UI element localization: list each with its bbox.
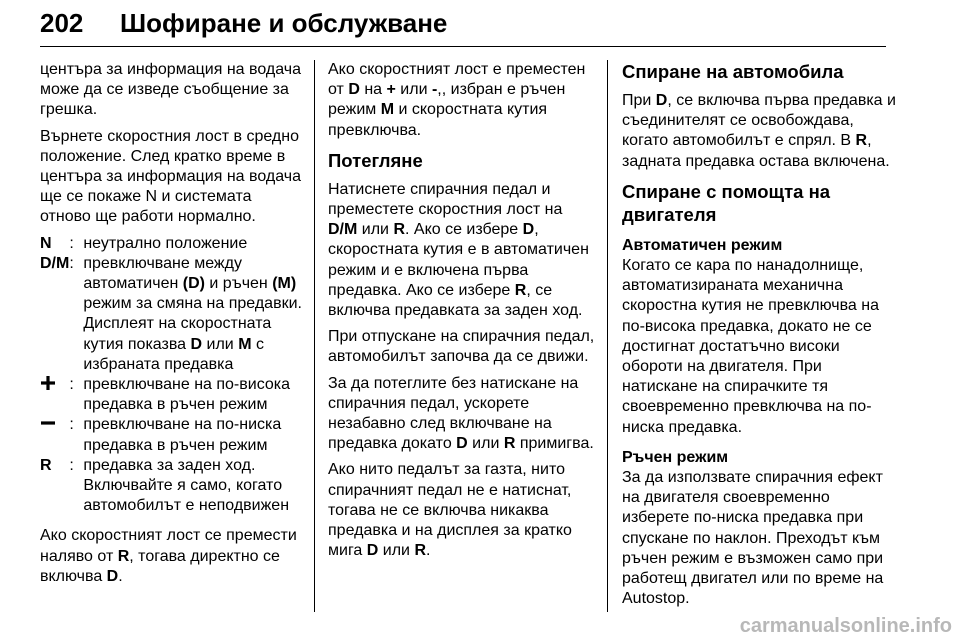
paragraph: центъра за информация на водача може да се изведе съобщение за грешка. <box>40 61 301 119</box>
column-1 <box>40 60 302 593</box>
text: примигва. <box>515 435 594 453</box>
definition-row <box>40 234 302 254</box>
subsection-heading: Автоматичен режим <box>622 236 783 254</box>
text: , се включва предавката за заден ход. <box>328 281 583 320</box>
text-bold: - <box>431 81 438 99</box>
watermark: carmanualsonline.info <box>739 615 952 637</box>
text: . <box>426 542 431 560</box>
text-bold: R <box>514 281 527 299</box>
definition-row <box>40 254 302 375</box>
text-bold: M <box>380 101 395 119</box>
paragraph: Когато се кара по нанадолнище, автоматизираната механична скоростна кутия не превключва на по-висока предавка, докато не се достигнат достатъчно високи обороти на двигателя. При натискане на спирачките тя своевременно превключва на по-ниска предавка. <box>622 257 879 436</box>
text-bold: R <box>503 435 516 453</box>
column-3 <box>622 60 896 615</box>
text: Ако нито педалът за газта, нито спирачният педал не е натиснат, тогава не се включва никаква предавка и на дисплея за кратко мига <box>328 461 572 560</box>
definition-separator: : <box>69 254 74 272</box>
text-bold: + <box>386 81 396 99</box>
text: . Ако се избере <box>405 221 523 239</box>
definition-separator: : <box>69 234 74 252</box>
text: режим за смяна на предавки. Дисплеят на скоростната кутия показва <box>83 295 302 353</box>
text-bold: D <box>655 92 668 109</box>
page-number: 202 <box>40 8 84 38</box>
section-heading: Потегляне <box>328 149 423 171</box>
text: , тогава директно се включва <box>40 547 280 585</box>
text-bold: D/M <box>328 221 358 239</box>
text: Ако скоростният лост се премести наляво от <box>40 527 297 565</box>
text: или <box>467 435 504 453</box>
text: , задната предавка остава включена. <box>622 132 890 170</box>
minus-icon <box>40 415 56 431</box>
page-title: Шофиране и обслужване <box>120 8 448 38</box>
text-bold: (M) <box>272 275 297 293</box>
text-bold: D <box>522 221 535 239</box>
paragraph <box>328 460 596 561</box>
definition-key: R <box>40 456 52 474</box>
text: или <box>395 81 432 99</box>
text-bold: D <box>190 335 203 353</box>
section-heading: Спиране на автомобила <box>622 61 844 82</box>
text: или <box>202 335 239 353</box>
paragraph <box>328 60 596 141</box>
text: превключване между автоматичен <box>83 254 242 293</box>
text: ,, избран е ръчен режим <box>328 81 566 119</box>
text-bold: R <box>414 542 426 560</box>
text-bold: D <box>106 567 119 585</box>
column-divider <box>314 60 315 612</box>
text: . <box>118 567 123 585</box>
paragraph <box>622 91 896 172</box>
paragraph <box>328 180 596 321</box>
definition-value: неутрално положение <box>83 234 248 252</box>
page-header <box>40 6 886 47</box>
definition-key: N <box>40 234 52 252</box>
text: За да потеглите без натискане на спирачния педал, ускорете незабавно след включване на предавка докато <box>328 374 579 453</box>
text-bold: D <box>366 542 379 560</box>
definition-separator: : <box>69 416 74 434</box>
text: и скоростната кутия превключва. <box>328 101 548 139</box>
definition-row <box>40 375 302 415</box>
plus-icon <box>40 375 56 391</box>
gear-definitions <box>40 234 302 517</box>
column-2 <box>328 60 596 567</box>
text-bold: R <box>393 221 405 239</box>
section-heading: Спиране с помощта на двигателя <box>622 180 831 225</box>
definition-value: превключване на по-висока предавка в ръчен режим <box>83 376 291 414</box>
definition-separator: : <box>69 376 74 394</box>
paragraph: За да използвате спирачния ефект на двигателя своевременно изберете по-ниска предавка при спускане по наклон. Преходът към ръчен режим е възможен само при работещ двигател или по време на Autostop. <box>622 469 884 608</box>
text: с избраната предавка <box>83 335 264 373</box>
paragraph: Върнете скоростния лост в средно положение. След кратко време в центъра за информация на водача ще се покаже N и системата отново ще работи нормално. <box>40 127 301 226</box>
text: , скоростната кутия е в автоматичен режим и е включена първа предавка. Ако се избере <box>328 221 589 299</box>
definition-value: превключване на по-ниска предавка в ръчен режим <box>83 416 282 454</box>
text-bold: D <box>348 81 360 99</box>
text: Натиснете спирачния педал и преместете скоростния лост на <box>328 180 563 219</box>
definition-key: D/M <box>40 254 70 272</box>
text: , се включва първа предавка и съединителят се освобождава, когато автомобилът е спрял. В <box>622 92 896 150</box>
text-bold: (D) <box>182 275 205 293</box>
paragraph: При отпускане на спирачния педал, автомобилът започва да се движи. <box>328 328 595 366</box>
text-bold: R <box>855 132 868 150</box>
text: или <box>357 221 394 239</box>
text-bold: D <box>456 435 468 453</box>
paragraph <box>40 526 302 587</box>
definition-value <box>83 254 302 375</box>
definition-value: предавка за заден ход. Включвайте я само, когато автомобилът е неподвижен <box>83 456 290 515</box>
text: и ръчен <box>204 275 273 293</box>
definition-separator: : <box>69 456 74 474</box>
definition-row <box>40 456 302 517</box>
text: Ако скоростният лост е преместен от <box>328 61 586 99</box>
column-divider <box>607 60 608 612</box>
text: на <box>359 81 387 99</box>
paragraph <box>328 374 596 455</box>
text: или <box>378 542 415 560</box>
text-bold: R <box>117 547 130 565</box>
text-bold: M <box>238 335 252 353</box>
definition-row <box>40 415 302 455</box>
text: При <box>622 92 656 109</box>
subsection-heading: Ръчен режим <box>622 448 729 466</box>
